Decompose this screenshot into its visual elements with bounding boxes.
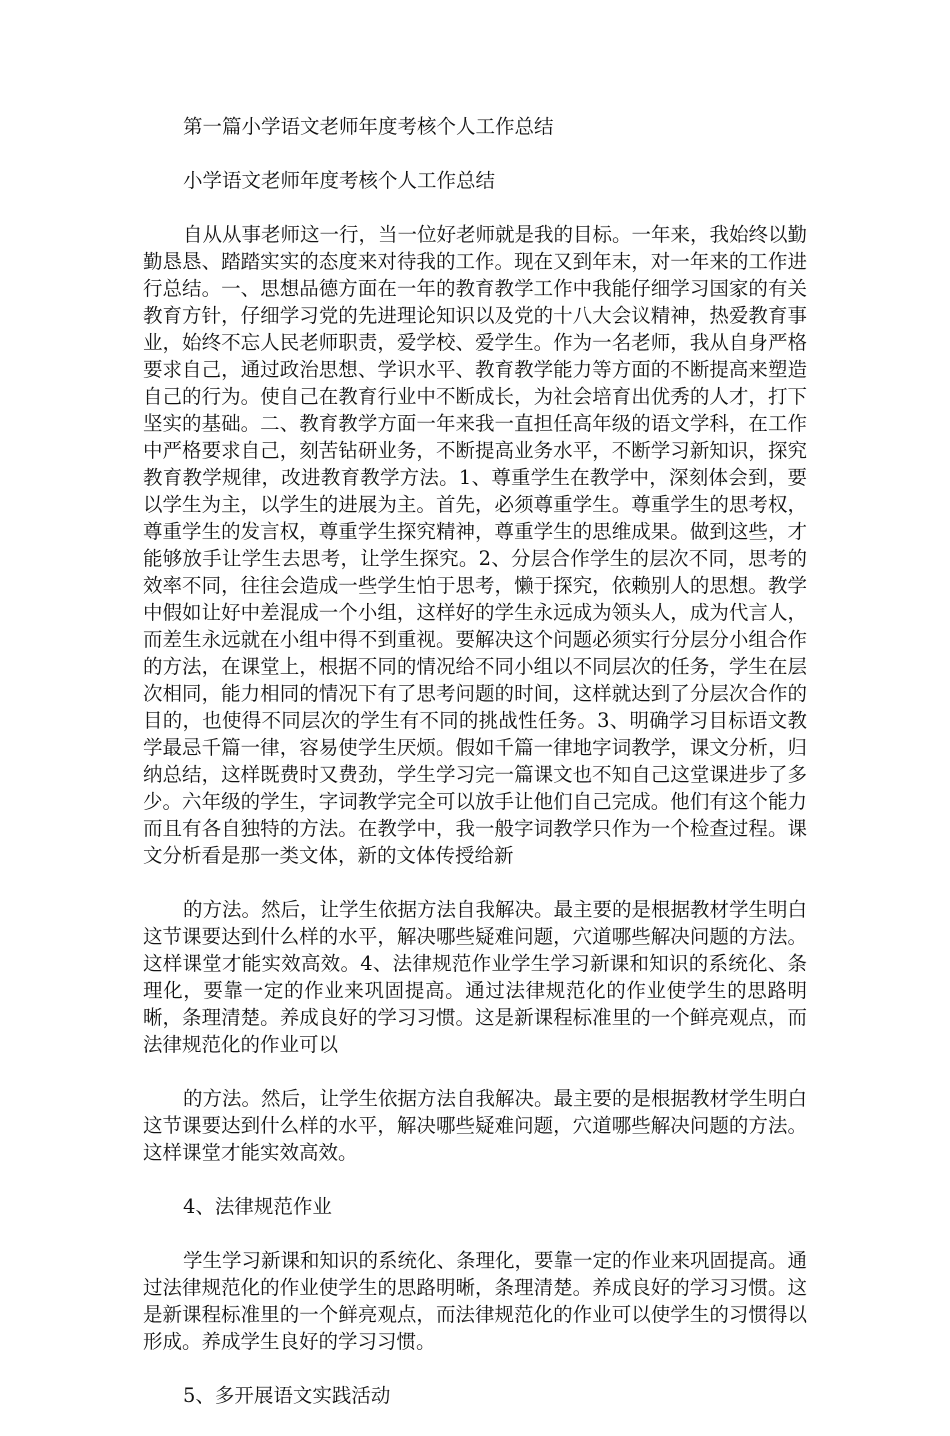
document-title: 第一篇小学语文老师年度考核个人工作总结 <box>183 115 554 138</box>
body-paragraph: 自从从事老师这一行，当一位好老师就是我的目标。一年来，我始终以勤勤恳恳、踏踏实实的态度来对待我的工作。现在又到年末，对一年来的工作进行总结。一、思想品德方面在一年的教育教学工作中我能仔细学习国家的有关教育方针，仔细学习党的先进理论知识以及党的十八大会议精神，热爱教育事业，始终不忘人民老师职责，爱学校、爱学生。作为一名老师，我从自身严格要求自己，通过政治思想、学识水平、教育教学能力等方面的不断提高来塑造自己的行为。使自己在教育行业中不断成长，为社会培育出优秀的人才，打下坚实的基础。二、教育教学方面一年来我一直担任高年级的语文学科，在工作中严格要求自己，刻苦钻研业务，不断提高业务水平，不断学习新知识，探究教育教学规律，改进教育教学方法。1、尊重学生在教学中，深刻体会到，要以学生为主，以学生的进展为主。首先，必须尊重学生。尊重学生的思考权，尊重学生的发言权，尊重学生探究精神，尊重学生的思维成果。做到这些，才能够放手让学生去思考，让学生探究。2、分层合作学生的层次不同，思考的效率不同，往往会造成一些学生怕于思考，懒于探究，依赖别人的思想。教学中假如让好中差混成一个小组，这样好的学生永远成为领头人，成为代言人，而差生永远就在小组中得不到重视。要解决这个问题必须实行分层分小组合作的方法，在课堂上，根据不同的情况给不同小组以不同层次的任务，学生在层次相同，能力相同的情况下有了思考问题的时间，这样就达到了分层次合作的目的，也使得不同层次的学生有不同的挑战性任务。3、明确学习目标语文教学最忌千篇一律，容易使学生厌烦。假如千篇一律地字词教学，课文分析，归纳总结，这样既费时又费劲，学生学习完一篇课文也不知自己这堂课进步了多少。六年级的学生，字词教学完全可以放手让他们自己完成。他们有这个能力而且有各自独特的方法。在教学中，我一般字词教学只作为一个检查过程。课文分析看是那一类文体，新的文体传授给新 <box>143 223 808 867</box>
section-heading: 5、多开展语文实践活动 <box>183 1384 391 1407</box>
document-body <box>143 113 807 1436</box>
section-heading: 4、法律规范作业 <box>183 1195 332 1218</box>
document-subtitle: 小学语文老师年度考核个人工作总结 <box>183 169 496 192</box>
body-paragraph: 学生学习新课和知识的系统化、条理化，要靠一定的作业来巩固提高。通过法律规范化的作业使学生的思路明晰，条理清楚。养成良好的学习习惯。这是新课程标准里的一个鲜亮观点，而法律规范化的作业可以使学生的习惯得以形成。养成学生良好的学习习惯。 <box>143 1249 808 1353</box>
body-paragraph: 的方法。然后，让学生依据方法自我解决。最主要的是根据教材学生明白这节课要达到什么样的水平，解决哪些疑难问题，穴道哪些解决问题的方法。这样课堂才能实效高效。4、法律规范作业学生学习新课和知识的系统化、条理化，要靠一定的作业来巩固提高。通过法律规范化的作业使学生的思路明晰，条理清楚。养成良好的学习习惯。这是新课程标准里的一个鲜亮观点，而法律规范化的作业可以 <box>143 898 808 1056</box>
body-paragraph: 的方法。然后，让学生依据方法自我解决。最主要的是根据教材学生明白这节课要达到什么样的水平，解决哪些疑难问题，穴道哪些解决问题的方法。这样课堂才能实效高效。 <box>143 1087 808 1164</box>
